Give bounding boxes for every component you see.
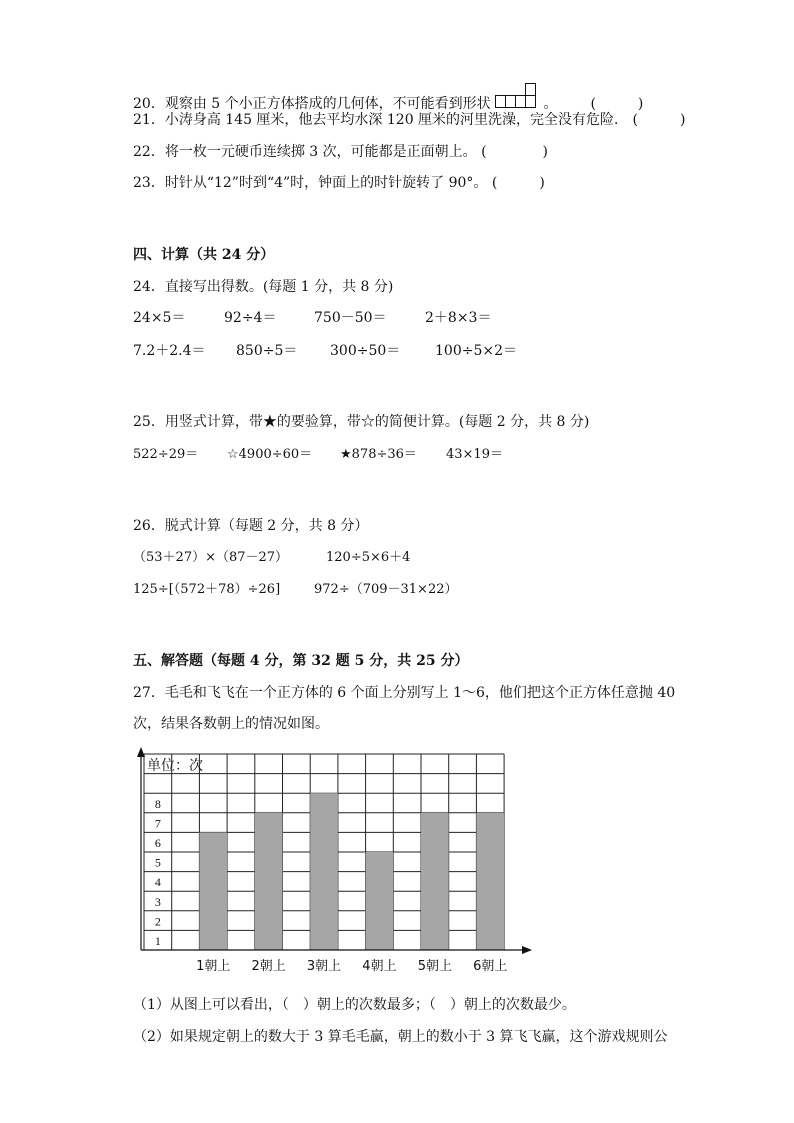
bar-3朝上 <box>310 793 338 950</box>
answer-blank-20[interactable]: ( ) <box>590 96 644 112</box>
question-26-title: 26．脱式计算（每题 2 分，共 8 分） <box>133 518 369 534</box>
answer-blank-22[interactable]: ( ) <box>481 144 549 160</box>
y-tick-label: 2 <box>154 914 161 929</box>
calc-item: ☆4900÷60＝ <box>227 447 313 462</box>
x-category-label: 2朝上 <box>251 959 286 974</box>
dice-result-chart <box>127 745 547 975</box>
x-category-label: 4朝上 <box>362 959 397 974</box>
calc-item: 120÷5×6＋4 <box>326 550 411 565</box>
x-category-label: 1朝上 <box>196 959 231 974</box>
x-category-label: 3朝上 <box>306 959 342 974</box>
question-25-title: 25．用竖式计算，带★的要验算，带☆的简便计算。(每题 2 分，共 8 分) <box>133 414 590 430</box>
y-tick-label: 7 <box>154 816 161 831</box>
calc-item: 972÷（709－31×22） <box>314 582 458 597</box>
section-5-title: 五、解答题（每题 4 分，第 32 题 5 分，共 25 分） <box>133 653 469 669</box>
question-27-sub-1: （1）从图上可以看出，（ ）朝上的次数最多；（ ）朝上的次数最少。 <box>133 997 576 1013</box>
question-22 <box>133 141 548 161</box>
question-20-tail: 。 <box>543 96 558 112</box>
question-27-line-1: 27．毛毛和飞飞在一个正方体的 6 个面上分别写上 1～6，他们把这个正方体任意抛 40 <box>133 685 676 701</box>
y-tick-label: 3 <box>154 894 161 909</box>
question-22-text: 22．将一枚一元硬币连续掷 3 次，可能都是正面朝上。 <box>133 144 477 160</box>
question-27-line-2: 次，结果各数朝上的情况如图。 <box>133 716 329 732</box>
question-23 <box>133 172 545 192</box>
x-category-label: 5朝上 <box>417 959 452 974</box>
calc-item: 522÷29＝ <box>133 447 199 462</box>
x-axis-arrow <box>522 946 532 954</box>
question-24-title: 24．直接写出得数。(每题 1 分，共 8 分) <box>133 279 394 295</box>
answer-blank-21[interactable]: ( ) <box>632 112 686 128</box>
question-20-text: 20．观察由 5 个小正方体搭成的几何体，不可能看到形状 <box>133 96 491 112</box>
section-4-title: 四、计算（共 24 分） <box>133 247 275 263</box>
question-21 <box>133 109 685 129</box>
block-shape-icon <box>495 80 539 110</box>
y-tick-label: 6 <box>154 836 161 850</box>
calc-item: 2＋8×3＝ <box>425 310 492 326</box>
calc-item: 300÷50＝ <box>330 343 401 359</box>
y-axis-arrow <box>137 747 145 757</box>
bar-6朝上 <box>476 813 504 950</box>
calc-item: ★878÷36＝ <box>340 447 417 462</box>
unit-label: 单位：次 <box>147 757 203 773</box>
y-tick-label: 1 <box>154 934 161 948</box>
calc-item: 125÷[（572＋78）÷26] <box>133 582 281 597</box>
calc-item: 850÷5＝ <box>236 343 298 359</box>
bar-5朝上 <box>421 813 449 950</box>
bar-1朝上 <box>199 832 227 950</box>
question-23-text: 23．时针从“12”时到“4”时，钟面上的时针旋转了 90°。 <box>133 175 488 191</box>
answer-blank-23[interactable]: ( ) <box>491 175 545 191</box>
calc-item: 750－50＝ <box>314 310 387 326</box>
question-21-text: 21．小涛身高 145 厘米，他去平均水深 120 厘米的河里洗澡，完全没有危险． <box>133 112 629 128</box>
y-tick-label: 8 <box>154 796 161 811</box>
calc-item: 43×19＝ <box>446 447 503 462</box>
question-27-sub-2: （2）如果规定朝上的数大于 3 算毛毛赢，朝上的数小于 3 算飞飞赢，这个游戏规则公 <box>133 1029 668 1045</box>
calc-item: 100÷5×2＝ <box>435 343 517 359</box>
y-tick-label: 5 <box>154 855 161 870</box>
calc-item: （53＋27）×（87－27） <box>133 550 289 565</box>
bar-4朝上 <box>366 852 394 950</box>
bar-2朝上 <box>255 813 283 950</box>
y-tick-label: 4 <box>154 875 161 890</box>
calc-item: 7.2＋2.4＝ <box>133 343 206 359</box>
x-category-label: 6朝上 <box>473 959 508 974</box>
calc-item: 24×5＝ <box>133 310 186 326</box>
calc-item: 92÷4＝ <box>224 310 277 326</box>
